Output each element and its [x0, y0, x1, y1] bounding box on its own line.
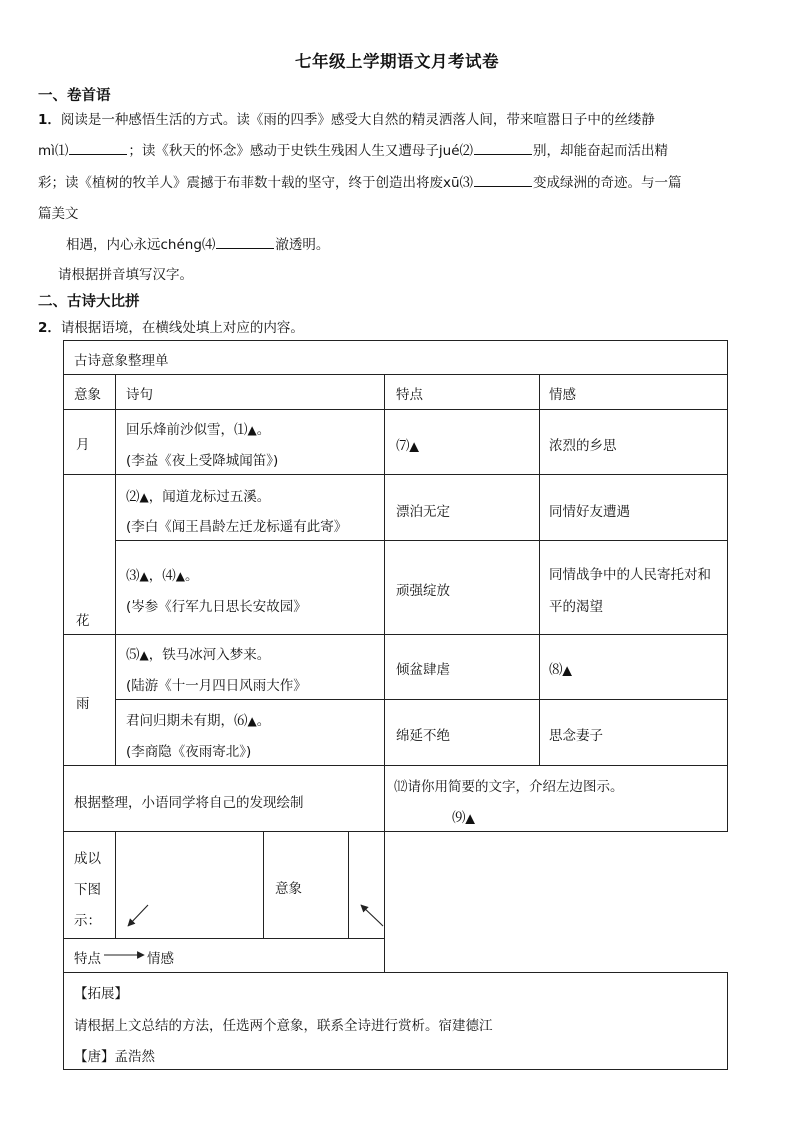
- blank-triangle-9[interactable]: ▲: [465, 811, 475, 825]
- q1-instruction: 请根据拼音填写汉字。: [58, 267, 193, 283]
- row4-source: (陆游《十一月四日风雨大作》: [126, 678, 307, 694]
- blank-triangle-2[interactable]: ▲: [139, 490, 149, 504]
- q2-prompt: 请根据语境，在横线处填上对应的内容。: [60, 320, 304, 336]
- row3-poem-num-a: ⑶: [126, 568, 140, 584]
- row3-poem-end: 。: [184, 568, 199, 584]
- header-imagery: 意象: [74, 387, 101, 403]
- blank-triangle-7[interactable]: ▲: [409, 439, 419, 453]
- row1-feature-num: ⑺: [396, 438, 410, 454]
- blank-triangle-6[interactable]: ▲: [247, 714, 257, 728]
- row3-source: (岑参《行军九日思长安故园》: [126, 599, 307, 615]
- row5-emotion: 思念妻子: [549, 728, 603, 744]
- blank-triangle-5[interactable]: ▲: [139, 648, 149, 662]
- q1-text-2: 别，却能奋起而活出精: [533, 143, 669, 159]
- header-poem: 诗句: [126, 387, 153, 403]
- row5-poem-end: 。: [256, 713, 271, 729]
- row3-feature: 顽强绽放: [396, 583, 450, 599]
- diagram-center-imagery: 意象: [275, 881, 302, 897]
- extension-text: 请根据上文总结的方法，任选两个意象，联系全诗进行赏析。宿建德江: [74, 1018, 493, 1034]
- pinyin-mi: mì⑴: [38, 143, 69, 159]
- row5-poem-text: 君问归期未有期，⑹: [126, 713, 248, 729]
- pinyin-jue: ；读《秋天的怀念》感动于史铁生残困人生又遭母子jué⑵: [128, 143, 474, 159]
- summary-text: 根据整理，小语同学将自己的发现绘制: [74, 795, 304, 811]
- q1-text-3: 变成绿洲的奇迹。与一篇: [533, 175, 682, 191]
- row4-feature: 倾盆肆虐: [396, 662, 450, 678]
- row3-poem-num-b: ，⑷: [148, 568, 176, 584]
- blank-triangle-3[interactable]: ▲: [139, 569, 149, 583]
- row3-emotion-1: 同情战争中的人民寄托对和: [549, 567, 711, 583]
- diagram-label-3: 示：: [74, 913, 101, 929]
- imagery-moon: 月: [76, 437, 90, 453]
- extension-author: 【唐】孟浩然: [74, 1049, 155, 1065]
- section-heading-2: 二、古诗大比拼: [38, 294, 140, 310]
- arrow-up-left-icon: [361, 905, 383, 926]
- row3-emotion-2: 平的渴望: [549, 599, 603, 615]
- row4-poem-text: ，铁马冰河入梦来。: [148, 647, 271, 663]
- row1-emotion: 浓烈的乡思: [549, 438, 617, 454]
- q1-line-4: 篇美文: [38, 206, 79, 222]
- diagram-label-2: 下图: [74, 882, 101, 898]
- pinyin-cheng: 相遇，内心永远chéng⑷: [66, 237, 216, 253]
- header-emotion: 情感: [549, 387, 576, 403]
- q1-text-5: 澈透明。: [275, 237, 330, 253]
- row4-emotion-num: ⑻: [549, 662, 563, 678]
- diagram-label-1: 成以: [74, 851, 101, 867]
- blank-triangle-8[interactable]: ▲: [562, 663, 572, 677]
- q2-number: 2．: [38, 320, 61, 336]
- row2-feature: 漂泊无定: [396, 504, 450, 520]
- row1-source: (李益《夜上受降城闻笛》): [126, 453, 279, 469]
- page-title: 七年级上学期语文月考试卷: [295, 52, 499, 71]
- diagram-bottom-emotion: 情感: [147, 951, 174, 967]
- row1-poem-text: 回乐烽前沙似雪，⑴: [126, 422, 248, 438]
- row1-poem-end: 。: [256, 422, 271, 438]
- pinyin-xu: 彩；读《植树的牧羊人》震撼于布菲数十载的坚守，终于创造出将废xū⑶: [38, 175, 474, 191]
- row2-poem-text: ，闻道龙标过五溪。: [148, 489, 271, 505]
- section-heading-1: 一、卷首语: [38, 88, 111, 104]
- extension-title: 【拓展】: [74, 986, 128, 1002]
- row4-poem-num: ⑸: [126, 647, 140, 663]
- q9-num: ⑼: [452, 810, 466, 826]
- table-title: 古诗意象整理单: [74, 353, 169, 369]
- blank-triangle-4[interactable]: ▲: [175, 569, 185, 583]
- header-feature: 特点: [396, 387, 423, 403]
- row5-source: (李商隐《夜雨寄北》): [126, 744, 252, 760]
- diagram-bottom-feature: 特点: [74, 951, 101, 967]
- imagery-flower: 花: [76, 613, 90, 629]
- q1-text-1: 阅读是一种感悟生活的方式。读《雨的四季》感受大自然的精灵洒落人间，带来喧嚣日子中的丝缕静: [60, 112, 655, 128]
- row2-poem-num: ⑵: [126, 489, 140, 505]
- row2-source: (李白《闻王昌龄左迁龙标遥有此寄》: [126, 519, 348, 535]
- blank-triangle-1[interactable]: ▲: [247, 423, 257, 437]
- q12-prompt: ⑿请你用简要的文字，介绍左边图示。: [394, 779, 624, 795]
- arrow-down-left-icon: [128, 905, 148, 926]
- row2-emotion: 同情好友遭遇: [549, 504, 630, 520]
- row5-feature: 绵延不绝: [396, 728, 450, 744]
- q1-number: 1．: [38, 112, 61, 128]
- imagery-rain: 雨: [76, 696, 90, 712]
